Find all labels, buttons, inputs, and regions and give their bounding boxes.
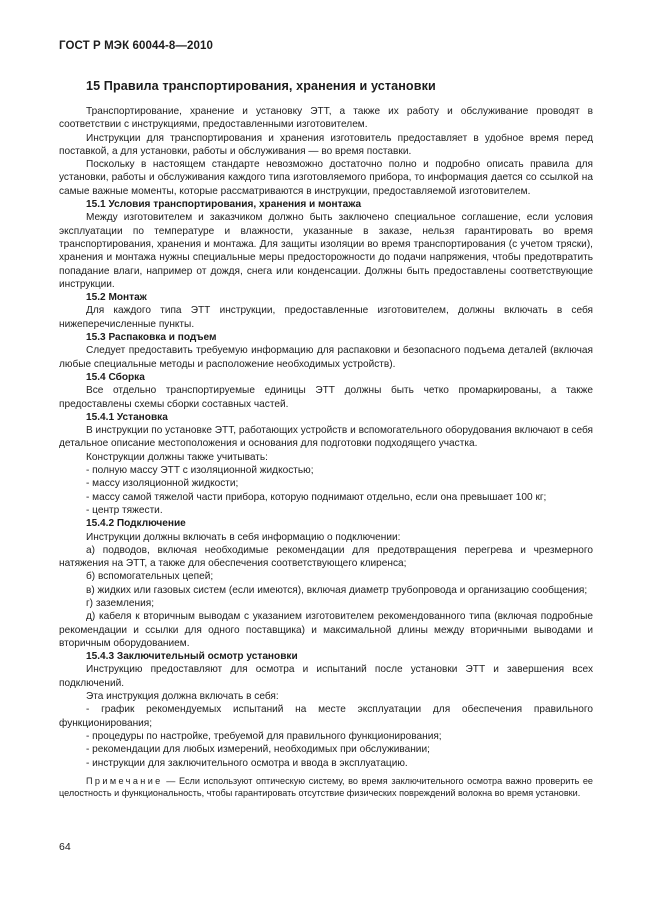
list-item: - полную массу ЭТТ с изоляционной жидкостью; [86,465,314,477]
paragraph: Следует предоставить требуемую информацию для распаковки и безопасного подъема деталей (включая любые специальные методы и расположение необходимых устройств). [59,345,593,370]
section-title: 15 Правила транспортирования, хранения и установки [86,79,436,93]
subsection-heading: 15.4.1 Установка [86,411,168,423]
subsection-heading: 15.1 Условия транспортирования, хранения и монтажа [86,199,362,211]
list-item: - инструкции для заключительного осмотра и ввода в эксплуатацию. [86,757,408,769]
subsection-heading: 15.3 Распаковка и подъем [86,332,217,344]
paragraph: Все отдельно транспортируемые единицы ЭТТ должны быть четко промаркированы, а также предоставлены схемы сборки составных частей. [59,385,593,410]
list-item: д) кабеля к вторичным выводам с указанием изготовителем рекомендованного типа (включая подробные рекомендации и ссылки для одного поставщика) и максимальной длины между вторичными выводами и вторичным оборудованием. [59,611,593,649]
list-item: - рекомендации для любых измерений, необходимых при обслуживании; [86,744,430,756]
paragraph: Для каждого типа ЭТТ инструкции, предоставленные изготовителем, должны включать в себя нижеперечисленные пункты. [59,305,593,330]
list-item: - центр тяжести. [86,504,163,516]
paragraph: Инструкцию предоставляют для осмотра и испытаний после установки ЭТТ и завершения всех подключений. [59,664,593,689]
note-label: Примечание [86,775,163,786]
subsection-heading: 15.4.2 Подключение [86,518,186,530]
document-body [59,74,593,799]
list-item: - массу самой тяжелой части прибора, которую поднимают отдельно, если она превышает 100 кг; [86,491,547,503]
note [59,775,593,799]
subsection-heading: 15.2 Монтаж [86,292,147,304]
paragraph: Эта инструкция должна включать в себя: [86,691,279,703]
paragraph: Поскольку в настоящем стандарте невозможно достаточно полно и подробно описать правила для установки, работы и обслуживания каждого типа изготовляемого прибора, то информация дается со ссылкой на самые важные моменты, которые рассматриваются в инструкции, предоставляемой изготовителем. [59,159,593,197]
subsection-heading: 15.4 Сборка [86,371,145,383]
list-item: - график рекомендуемых испытаний на месте эксплуатации для обеспечения правильного функционирования; [59,704,593,729]
paragraph: В инструкции по установке ЭТТ, работающих устройств и вспомогательного оборудования включают в себя детальное описание местоположения и основания для подготовки подходящего участка. [59,425,593,450]
list-item: в) жидких или газовых систем (если имеются), включая диаметр трубопровода и организацию сообщения; [86,584,588,596]
list-item: - процедуры по настройке, требуемой для правильного функционирования; [86,730,442,742]
subsection-heading: 15.4.3 Заключительный осмотр установки [86,651,298,663]
list-item: г) заземления; [86,597,155,609]
list-item: - массу изоляционной жидкости; [86,478,239,490]
list-item: б) вспомогательных цепей; [86,571,214,583]
document-header: ГОСТ Р МЭК 60044-8—2010 [59,40,213,52]
paragraph: Инструкции для транспортирования и хранения изготовитель предоставляет в удобное время перед поставкой, а для установки, работы и обслуживания — во время поставки. [59,132,593,157]
list-item: а) подводов, включая необходимые рекомендации для предотвращения перегрева и чрезмерного натяжения на ЭТТ, а также для обеспечения соответствующего клиренса; [59,544,593,570]
paragraph: Между изготовителем и заказчиком должно быть заключено специальное соглашение, если условия эксплуатации по температуре и влажности, указанные в заказе, нельзя гарантировать во время транспортирования, хранения и монтажа. Для защиты изоляции во время транспортирования (с учетом тряски), хранения и монтажа нужны специальные меры предосторожности до подачи напряжения, чтобы предотвратить попадание влаги, например от дождя, снега или конденсации. Должны быть предоставлены соответствующие инструкции. [59,212,593,290]
page-number: 64 [59,841,71,853]
paragraph: Инструкции должны включать в себя информацию о подключении: [86,531,401,543]
note-text: — Если используют оптическую систему, во время заключительного осмотра важно проверить ее целостность и функциональность, чтобы гарантировать отсутствие физических повреждений волокна во время установки. [59,775,593,798]
paragraph: Транспортирование, хранение и установку ЭТТ, а также их работу и обслуживание проводят в соответствии с инструкциями, предоставленными изготовителем. [59,106,593,131]
paragraph: Конструкции должны также учитывать: [86,451,268,463]
